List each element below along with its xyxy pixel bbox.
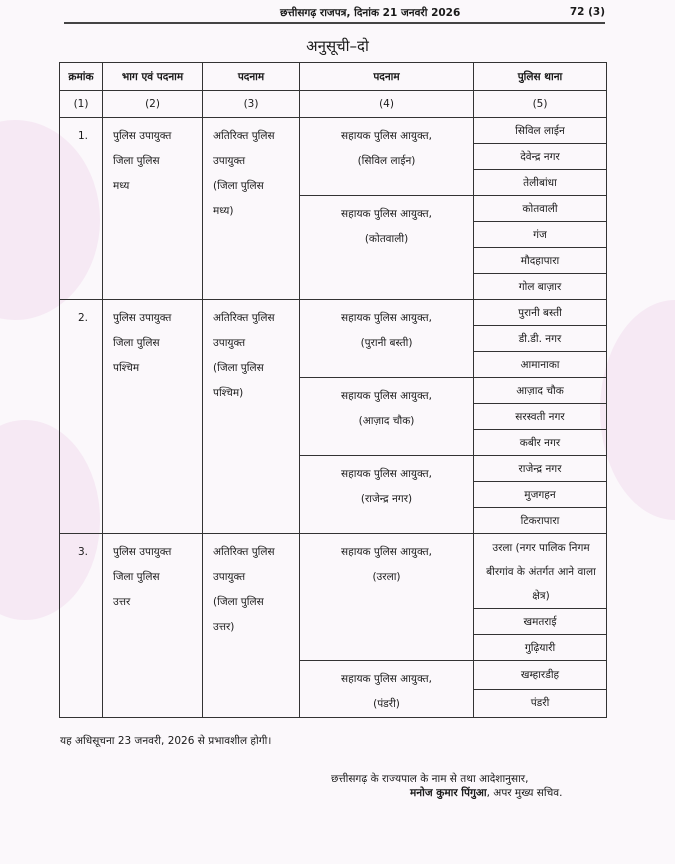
header-rule	[64, 22, 605, 24]
officer-cell	[300, 661, 474, 718]
police-schedule-table	[59, 62, 607, 718]
column-number-row	[60, 91, 607, 118]
police-station-cell: गुढ़ियारी	[474, 635, 607, 661]
police-station-cell: सिविल लाईन	[474, 118, 607, 144]
police-station-cell: देवेन्द्र नगर	[474, 144, 607, 170]
designation-name: अतिरिक्त पुलिस उपायुक्त (जिला पुलिस मध्य)	[213, 130, 275, 217]
officer-name: सहायक पुलिस आयुक्त, (पंडरी)	[341, 673, 432, 710]
officer-name: सहायक पुलिस आयुक्त, (राजेन्द्र नगर)	[341, 468, 432, 505]
schedule-title: अनुसूची–दो	[306, 37, 369, 55]
police-station-cell: कबीर नगर	[474, 430, 607, 456]
division-cell	[103, 300, 203, 534]
officer-name: सहायक पुलिस आयुक्त, (कोतवाली)	[341, 208, 432, 245]
police-station-cell: मौदहापारा	[474, 248, 607, 274]
designation-name: अतिरिक्त पुलिस उपायुक्त (जिला पुलिस उत्तर)	[213, 546, 275, 633]
column-number: (4)	[300, 91, 474, 118]
officer-cell	[300, 534, 474, 661]
officer-name: सहायक पुलिस आयुक्त, (सिविल लाईन)	[341, 130, 432, 167]
police-station-cell: आमानाका	[474, 352, 607, 378]
police-station-cell: खमतराई	[474, 609, 607, 635]
designation-cell	[203, 300, 300, 534]
serial-number: 1.	[78, 130, 89, 142]
column-header: क्रमांक	[60, 63, 103, 91]
police-station-cell: कोतवाली	[474, 196, 607, 222]
police-station-cell: तेलीबांधा	[474, 170, 607, 196]
division-cell	[103, 118, 203, 300]
police-station-cell: राजेन्द्र नगर	[474, 456, 607, 482]
table-row	[60, 118, 607, 144]
police-station-cell: पुरानी बस्ती	[474, 300, 607, 326]
column-header: पदनाम	[300, 63, 474, 91]
serial-cell	[60, 118, 103, 300]
column-header: पदनाम	[203, 63, 300, 91]
police-station-cell: आज़ाद चौक	[474, 378, 607, 404]
police-station-cell: डी.डी. नगर	[474, 326, 607, 352]
police-station-cell: गंज	[474, 222, 607, 248]
police-station-cell: सरस्वती नगर	[474, 404, 607, 430]
column-number: (3)	[203, 91, 300, 118]
column-number: (1)	[60, 91, 103, 118]
by-order-line: छत्तीसगढ़ के राज्यपाल के नाम से तथा आदेशानुसार,	[331, 773, 529, 785]
column-header: पुलिस थाना	[474, 63, 607, 91]
signatory-title: , अपर मुख्य सचिव.	[486, 787, 563, 799]
gazette-header	[70, 2, 605, 24]
page-number: 72 (3)	[569, 6, 605, 18]
designation-cell	[203, 534, 300, 718]
serial-cell	[60, 300, 103, 534]
officer-cell	[300, 456, 474, 534]
serial-number: 2.	[78, 312, 89, 324]
officer-cell	[300, 118, 474, 196]
signatory-name: मनोज कुमार पिंगुआ	[410, 787, 487, 799]
table-row	[60, 534, 607, 609]
police-station-cell: खम्हारडीह	[474, 661, 607, 690]
column-header: भाग एवं पदनाम	[103, 63, 203, 91]
police-station-cell: उरला (नगर पालिक निगम बीरगांव के अंतर्गत आने वाला क्षेत्र)	[474, 534, 607, 609]
police-station-cell: मुजगहन	[474, 482, 607, 508]
column-number: (5)	[474, 91, 607, 118]
signatory-line	[410, 786, 562, 800]
division-name: पुलिस उपायुक्त जिला पुलिस मध्य	[113, 130, 172, 192]
effective-date-note: यह अधिसूचना 23 जनवरी, 2026 से प्रभावशील होगी।	[60, 735, 272, 747]
designation-cell	[203, 118, 300, 300]
gazette-title: छत्तीसगढ़ राजपत्र, दिनांक 21 जनवरी 2026	[280, 7, 461, 19]
officer-cell	[300, 300, 474, 378]
officer-cell	[300, 378, 474, 456]
column-number: (2)	[103, 91, 203, 118]
officer-cell	[300, 196, 474, 300]
division-name: पुलिस उपायुक्त जिला पुलिस पश्चिम	[113, 312, 172, 374]
officer-name: सहायक पुलिस आयुक्त, (उरला)	[341, 546, 432, 583]
officer-name: सहायक पुलिस आयुक्त, (पुरानी बस्ती)	[341, 312, 432, 349]
division-name: पुलिस उपायुक्त जिला पुलिस उत्तर	[113, 546, 172, 608]
serial-cell	[60, 534, 103, 718]
table-header-row	[60, 63, 607, 91]
police-station-cell: गोल बाज़ार	[474, 274, 607, 300]
officer-name: सहायक पुलिस आयुक्त, (आज़ाद चौक)	[341, 390, 432, 427]
table-row	[60, 300, 607, 326]
designation-name: अतिरिक्त पुलिस उपायुक्त (जिला पुलिस पश्चिम)	[213, 312, 275, 399]
serial-number: 3.	[78, 546, 89, 558]
division-cell	[103, 534, 203, 718]
background-tint	[600, 300, 675, 520]
police-station-cell: पंडरी	[474, 689, 607, 718]
police-station-cell: टिकरापारा	[474, 508, 607, 534]
